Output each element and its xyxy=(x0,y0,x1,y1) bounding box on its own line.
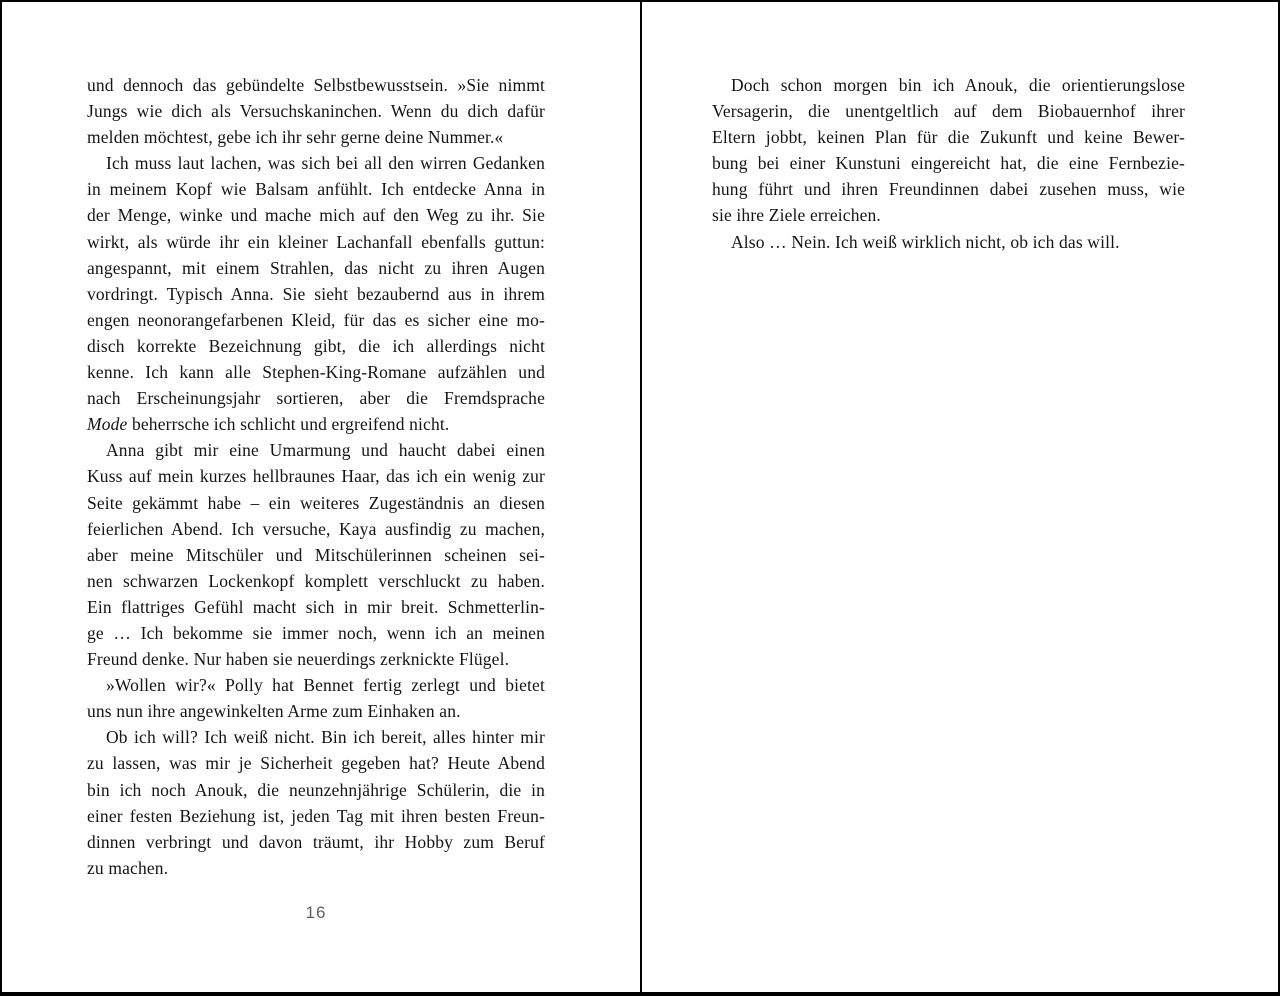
text-line: aber meine Mitschüler und Mitschülerinnen scheinen sei- xyxy=(87,544,545,565)
text-line: der Menge, winke und mache mich auf den Weg zu ihr. Sie xyxy=(87,205,545,226)
text-line: bung bei einer Kunstuni eingereicht hat, die eine Fernbezie- xyxy=(712,153,1185,174)
page-divider xyxy=(640,0,642,996)
text-line: nen schwarzen Lockenkopf komplett verschluckt zu haben. xyxy=(87,570,545,591)
text-line: Ich muss laut lachen, was sich bei all den wirren Gedanken xyxy=(106,153,545,174)
text-line: zu lassen, was mir je Sicherheit gegeben hat? Heute Abend xyxy=(87,753,545,774)
text-line: Versagerin, die unentgeltlich auf dem Biobauernhof ihrer xyxy=(712,101,1185,122)
text-line: Eltern jobbt, keinen Plan für die Zukunft und keine Bewer- xyxy=(712,127,1185,148)
text-line: hung führt und ihren Freundinnen dabei zusehen muss, wie xyxy=(712,179,1185,200)
text-line: disch korrekte Bezeichnung gibt, die ich allerdings nicht xyxy=(87,335,545,356)
text-line: einer festen Beziehung ist, jeden Tag mit ihren besten Freun- xyxy=(87,805,545,826)
text-line: Doch schon morgen bin ich Anouk, die orientierungslose xyxy=(731,75,1185,95)
text-line: Ob ich will? Ich weiß nicht. Bin ich bereit, alles hinter mir xyxy=(106,727,545,748)
text-line: uns nun ihre angewinkelten Arme zum Einhaken an. xyxy=(87,701,461,722)
text-line: angespannt, mit einem Strahlen, das nicht zu ihren Augen xyxy=(87,257,545,278)
text-line: Also … Nein. Ich weiß wirklich nicht, ob ich das will. xyxy=(731,231,1120,252)
text-line: Ein flattriges Gefühl macht sich in mir breit. Schmetterlin- xyxy=(87,596,545,617)
text-line: Jungs wie dich als Versuchskaninchen. Wenn du dich dafür xyxy=(87,101,545,122)
text-line: engen neonorangefarbenen Kleid, für das es sicher eine mo- xyxy=(87,309,545,330)
italic-text: Mode xyxy=(87,414,128,435)
text-line: zu machen. xyxy=(87,857,169,878)
text-line: ge … Ich bekomme sie immer noch, wenn ich an meinen xyxy=(87,622,545,643)
text-line: sie ihre Ziele erreichen. xyxy=(712,205,881,226)
text-line: kenne. Ich kann alle Stephen-King-Romane aufzählen und xyxy=(87,362,545,383)
text-line: Kuss auf mein kurzes hellbraunes Haar, das ich ein wenig zur xyxy=(87,466,545,487)
page-number-left: 16 xyxy=(305,903,327,922)
text-line: und dennoch das gebündelte Selbstbewusstsein. »Sie nimmt xyxy=(87,75,545,95)
text-line: dinnen verbringt und davon träumt, ihr Hobby zum Beruf xyxy=(87,831,545,852)
text-line xyxy=(87,411,545,437)
text-line: feierlichen Abend. Ich versuche, Kaya ausfindig zu machen, xyxy=(87,518,545,539)
text-line: nach Erscheinungsjahr sortieren, aber die Fremdsprache xyxy=(87,388,545,409)
text-line: Anna gibt mir eine Umarmung und haucht dabei einen xyxy=(106,440,545,461)
page-left-text xyxy=(87,72,545,881)
text-line: in meinem Kopf wie Balsam anfühlt. Ich entdecke Anna in xyxy=(87,179,545,200)
text-line: Freund denke. Nur haben sie neuerdings zerknickte Flügel. xyxy=(87,649,510,670)
text-line: wirkt, als würde ihr ein kleiner Lachanfall ebenfalls guttun: xyxy=(87,231,545,252)
text-line: Seite gekämmt habe – ein weiteres Zugeständnis an diesen xyxy=(87,492,545,513)
text-line: bin ich noch Anouk, die neunzehnjährige Schülerin, die in xyxy=(87,779,545,800)
page-right-text xyxy=(712,72,1185,255)
text-line: vordringt. Typisch Anna. Sie sieht bezaubernd aus in ihrem xyxy=(87,283,545,304)
text-line: melden möchtest, gebe ich ihr sehr gerne deine Nummer.« xyxy=(87,127,504,148)
text-line: »Wollen wir?« Polly hat Bennet fertig zerlegt und bietet xyxy=(106,675,545,696)
plain-text: beherrsche ich schlicht und ergreifend nicht. xyxy=(127,414,450,435)
